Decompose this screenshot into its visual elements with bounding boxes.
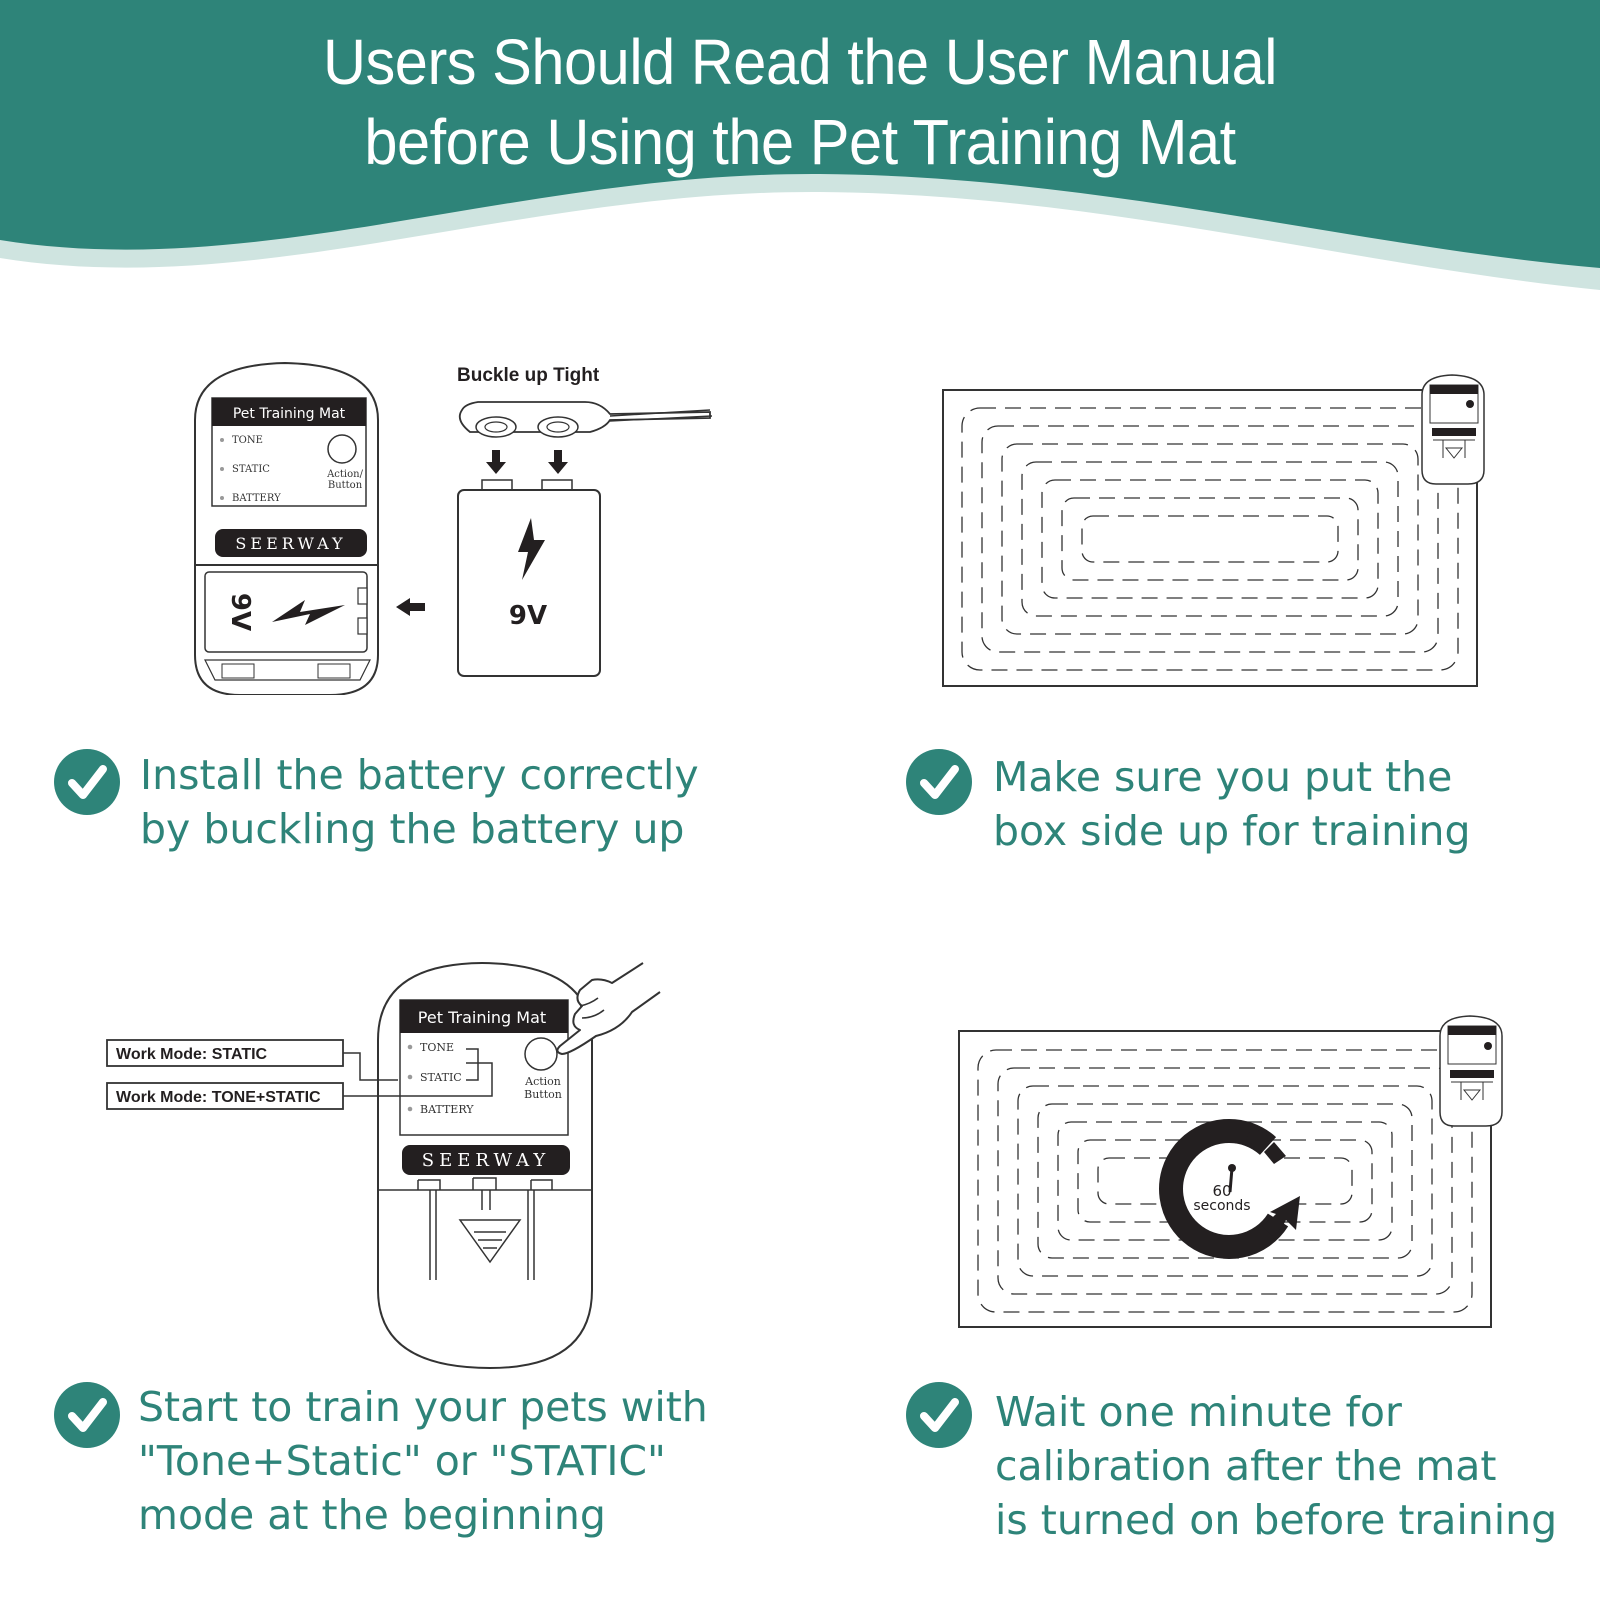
step-3-caption — [138, 1380, 708, 1542]
mat-box-up-illustration — [935, 370, 1495, 690]
indicator-battery: BATTERY — [420, 1103, 474, 1116]
battery-voltage-rotated: 9V — [225, 592, 255, 632]
step-1-line-2: by buckling the battery up — [140, 805, 685, 853]
action-button-icon — [328, 435, 356, 463]
buckle-instruction: Buckle up Tight — [457, 365, 600, 386]
work-mode-tone-static: Work Mode: TONE+STATIC — [116, 1089, 321, 1106]
check-icon — [54, 1382, 120, 1448]
step-2-line-2: box side up for training — [993, 807, 1471, 855]
step-1-line-1: Install the battery correctly — [140, 751, 699, 799]
brand-label: SEERWAY — [235, 534, 347, 553]
step-2-line-1: Make sure you put the — [993, 753, 1453, 801]
step-3-line-3: mode at the beginning — [138, 1491, 606, 1539]
timer-unit: seconds — [1193, 1198, 1251, 1214]
indicator-tone: TONE — [232, 435, 263, 446]
battery-voltage: 9V — [508, 601, 548, 631]
work-mode-static: Work Mode: STATIC — [116, 1046, 268, 1063]
action-button-label-1: Action — [525, 1075, 561, 1088]
step-2-caption — [993, 750, 1470, 858]
action-button-label-1: Action/ — [327, 469, 363, 480]
check-icon — [906, 1382, 972, 1448]
step-3-line-1: Start to train your pets with — [138, 1383, 708, 1431]
action-button-icon — [525, 1038, 557, 1070]
timer-value: 60 — [1212, 1182, 1232, 1200]
indicator-static: STATIC — [420, 1071, 462, 1084]
device-name-label: Pet Training Mat — [232, 406, 346, 422]
battery-install-illustration — [180, 355, 720, 695]
step-4-line-1: Wait one minute for — [995, 1388, 1402, 1436]
step-1-caption — [140, 748, 699, 856]
indicator-battery: BATTERY — [232, 493, 281, 504]
device-name-label: Pet Training Mat — [417, 1008, 547, 1027]
arrow-icon — [396, 598, 425, 616]
action-button-label-2: Button — [327, 480, 363, 491]
brand-label: SEERWAY — [421, 1150, 551, 1171]
check-icon — [54, 749, 120, 815]
indicator-tone: TONE — [420, 1041, 455, 1054]
down-arrow-icon-left — [486, 450, 506, 474]
step-3-line-2: "Tone+Static" or "STATIC" — [138, 1437, 666, 1485]
action-button-label-2: Button — [524, 1088, 562, 1101]
check-icon — [906, 749, 972, 815]
page-title — [0, 22, 1600, 182]
step-4-line-3: is turned on before training — [995, 1496, 1558, 1544]
step-4-caption — [995, 1385, 1557, 1547]
step-4-line-2: calibration after the mat — [995, 1442, 1497, 1490]
title-line-1: Users Should Read the User Manual — [322, 26, 1278, 98]
calibration-timer-illustration — [950, 1010, 1510, 1340]
title-line-2: before Using the Pet Training Mat — [364, 106, 1236, 178]
indicator-static: STATIC — [232, 464, 270, 475]
work-mode-illustration — [100, 955, 670, 1375]
down-arrow-icon-right — [548, 450, 568, 474]
